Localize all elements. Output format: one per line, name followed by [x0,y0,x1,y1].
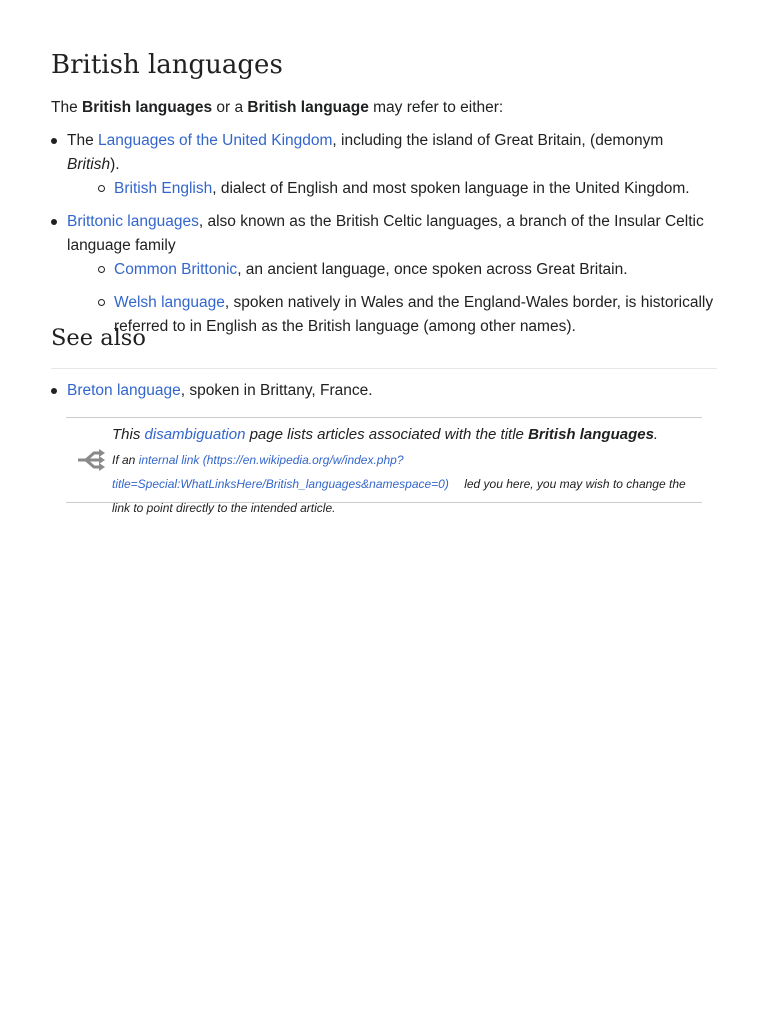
link-languages-of-uk[interactable]: Languages of the United Kingdom [98,132,333,149]
disambiguation-hint [112,448,702,520]
link-british-english[interactable]: British English [114,180,213,197]
see-also-list [51,379,717,403]
list-item [51,379,717,403]
see-also-heading: See also [51,325,146,351]
disambiguation-notice [112,423,658,447]
intro-bold-term: British languages [82,99,213,116]
notice-text: This [112,426,145,443]
item-text: , dialect of English and most spoken language in the United Kingdom. [212,180,690,197]
page-title: British languages [51,50,283,80]
intro-text: The [51,99,83,116]
notice-text: . [653,426,659,443]
link-brittonic-languages[interactable]: Brittonic languages [67,213,199,230]
link-internal-link[interactable]: internal link (https://en.wikipedia.org/w/index.php?title=Special:WhatLinksHere/British_languages&namespace=0) [112,453,449,491]
notice-text: page lists articles associated with the title [245,426,529,443]
sub-list [67,177,717,201]
list-item [51,210,717,339]
hint-text: If an [112,453,139,467]
intro-text: or a [212,99,248,116]
hint-text: led you here, you may wish to change the link to point directly to the intended article. [112,477,686,515]
disambiguation-icon [74,448,106,472]
link-breton-language[interactable]: Breton language [67,382,181,399]
item-italic: British [67,156,111,173]
sub-list-item [67,177,717,201]
item-text: , an ancient language, once spoken across Great Britain. [237,261,628,278]
link-welsh-language[interactable]: Welsh language [114,294,225,311]
disambiguation-box [66,417,702,515]
meaning-list [51,129,717,339]
item-text: , including the island of Great Britain, (demonym [332,132,664,149]
intro-paragraph [51,96,717,120]
intro-text: may refer to either: [368,99,504,116]
list-item [51,129,717,201]
link-disambiguation[interactable]: disambiguation [144,426,246,443]
intro-bold-term: British language [247,99,369,116]
item-text: , spoken natively in Wales and the England-Wales border, is historically referred to in English as the British language (among other names). [114,294,714,335]
sub-list-item [67,291,717,339]
notice-bold-title: British languages [528,426,654,443]
item-text: The [67,132,99,149]
link-common-brittonic[interactable]: Common Brittonic [114,261,238,278]
sub-list-item [67,258,717,282]
item-text: ). [110,156,120,173]
sub-list [67,258,717,339]
item-text: , also known as the British Celtic languages, a branch of the Insular Celtic language family [67,213,704,254]
item-text: , spoken in Brittany, France. [180,382,373,399]
section-divider [51,368,717,369]
